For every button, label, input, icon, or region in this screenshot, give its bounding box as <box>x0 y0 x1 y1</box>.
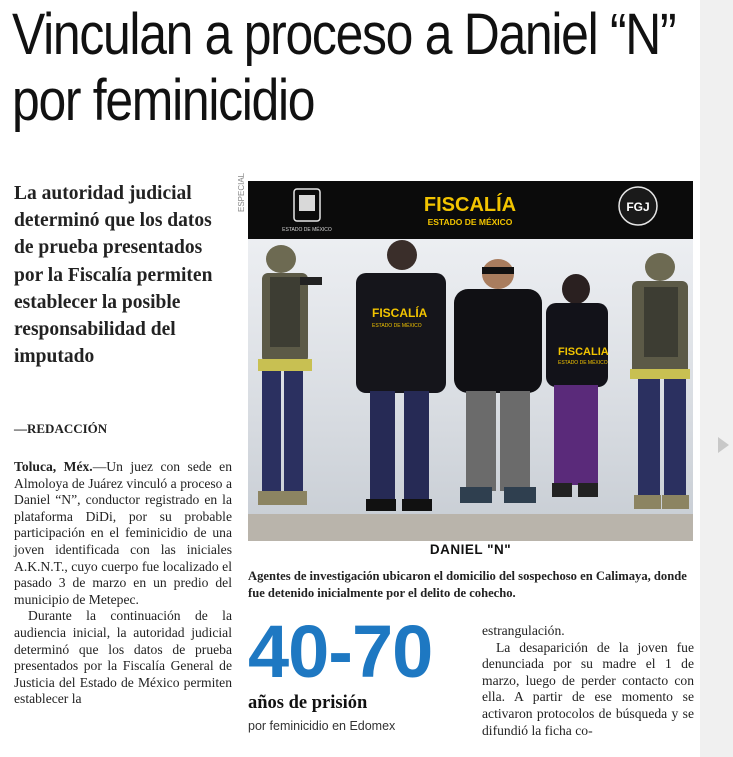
jacket-subtext-2: ESTADO DE MÉXICO <box>558 360 608 366</box>
fgj-emblem-text: FGJ <box>626 200 650 214</box>
jacket-subtext-1: ESTADO DE MÉXICO <box>372 323 422 329</box>
photo-illustration <box>248 181 693 541</box>
photo-floor <box>248 514 693 541</box>
stat-label: años de prisión <box>248 693 368 713</box>
fgj-emblem-icon <box>619 187 657 225</box>
viewer-side-rail <box>700 0 733 757</box>
article-column-left <box>14 459 232 708</box>
emblem-left-label: ESTADO DE MÉXICO <box>282 227 332 233</box>
agent-right <box>630 253 690 509</box>
paragraph-1-text: —Un juez con sede en Almoloya de Juárez vinculó a proceso a Daniel “N”, conductor registrado en la plataforma DiDi, por su probable participación en el feminicidio de una joven identificada con las iniciales A.K.N.T., cuyo cuerpo fue localizado el pasado 3 de marzo en un predio del municipio de Metepec. <box>14 459 232 607</box>
headline <box>12 2 676 134</box>
article-column-right <box>482 623 694 739</box>
jacket-text-2: FISCALIA <box>558 346 609 358</box>
byline: —REDACCIÓN <box>14 421 108 436</box>
chevron-right-icon[interactable] <box>718 437 729 453</box>
fiscalia-logo-text: FISCALÍA <box>423 194 517 216</box>
paragraph-1 <box>14 459 232 608</box>
stat-sublabel: por feminicidio en Edomex <box>248 719 396 733</box>
stat-number: 40-70 <box>248 610 433 693</box>
headline-line-1: Vinculan a proceso a Daniel “N” <box>12 2 676 67</box>
jacket-text-1: FISCALÍA <box>372 306 428 320</box>
photo-credit: ESPECIAL <box>237 172 246 212</box>
paragraph-4: La desaparición de la joven fue denunciada por su madre el 1 de marzo, luego de perder contacto con ella. A partir de ese momento se activaron protocolos de búsqueda y se difundió la ficha co- <box>482 639 694 738</box>
fiscalia-logo-subtext: ESTADO DE MÉXICO <box>427 217 513 227</box>
photo-name-label: DANIEL "N" <box>429 542 512 557</box>
headline-line-2: por feminicidio <box>12 68 315 133</box>
photo-caption: Agentes de investigación ubicaron el domicilio del sospechoso en Calimaya, donde fue detenido inicialmente por el delito de cohecho. <box>248 569 687 600</box>
paragraph-2: Durante la continuación de la audiencia inicial, la autoridad judicial determinó que los datos de prueba presentados por la Fiscalía General de Justicia del Estado de México permiten establecer la <box>14 608 232 707</box>
paragraph-3: estrangulación. <box>482 623 565 638</box>
news-photo <box>248 181 693 541</box>
article-deck: La autoridad judicial determinó que los datos de prueba presentados por la Fiscalía permiten establecer la posible responsabilidad del imputado <box>14 183 213 368</box>
dateline: Toluca, Méx. <box>14 459 93 474</box>
